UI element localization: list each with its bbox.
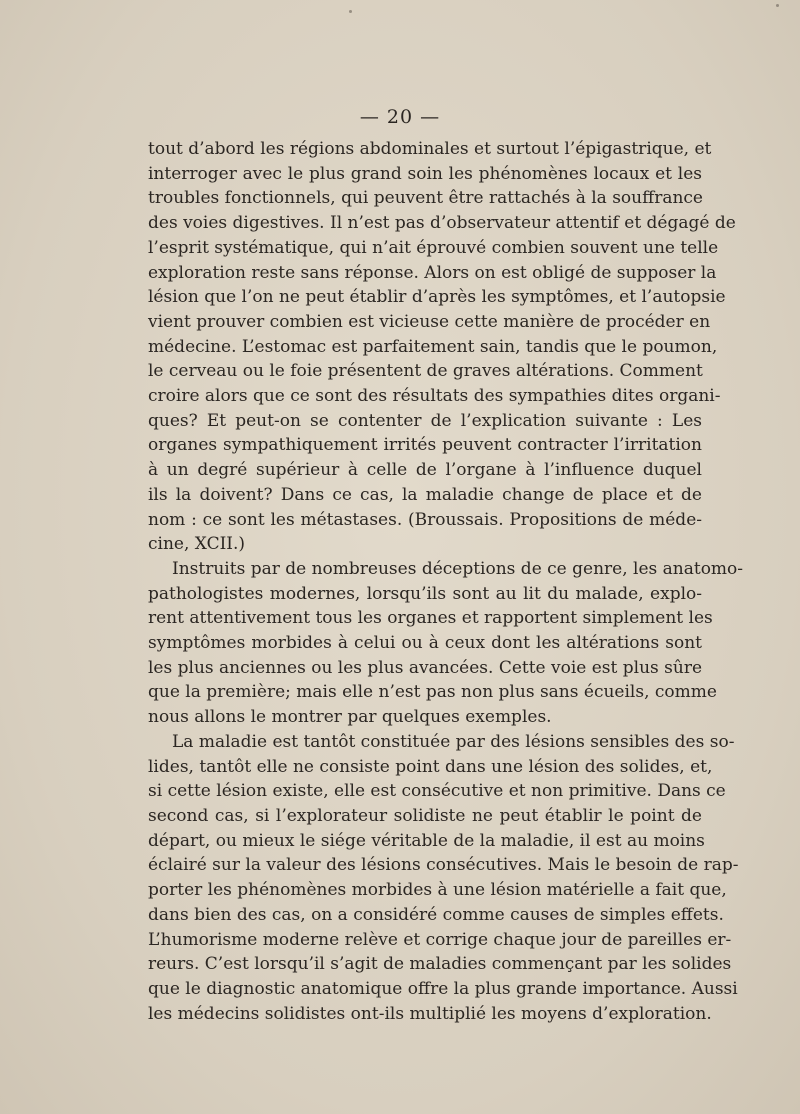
text-line: organes sympathiquement irrités peuvent contracter l’irritation xyxy=(148,435,702,456)
text-line: départ, ou mieux le siége véritable de la maladie, il est au moins xyxy=(148,830,705,851)
text-line: L’humorisme moderne relève et corrige chaque jour de pareilles er- xyxy=(148,929,732,950)
text-line: tout d’abord les régions abdominales et surtout l’épigastrique, et xyxy=(148,139,712,159)
text-line: porter les phénomènes morbides à une lésion matérielle a fait que, xyxy=(148,880,727,901)
text-line: La maladie est tantôt constituée par des lésions sensibles des so- xyxy=(172,731,735,752)
text-line: croire alors que ce sont des résultats des sympathies dites organi- xyxy=(148,386,721,407)
paragraph xyxy=(148,557,744,730)
text-line: pathologistes modernes, lorsqu’ils sont au lit du malade, explo- xyxy=(148,583,702,604)
text-line: l’esprit systématique, qui n’ait éprouvé combien souvent une telle xyxy=(148,237,719,258)
text-line: interroger avec le plus grand soin les phénomènes locaux et les xyxy=(148,163,702,184)
text-line: Instruits par de nombreuses déceptions de ce genre, les anatomo- xyxy=(172,558,744,579)
text-line: dans bien des cas, on a considéré comme causes de simples effets. xyxy=(148,904,724,925)
text-line: lésion que l’on ne peut établir d’après les symptômes, et l’autopsie xyxy=(148,287,726,308)
text-line: médecine. L’estomac est parfaitement sain, tandis que le poumon, xyxy=(148,336,718,357)
text-line: cine, XCII.) xyxy=(148,534,246,555)
text-line: le cerveau ou le foie présentent de graves altérations. Comment xyxy=(148,361,703,382)
text-line: vient prouver combien est vicieuse cette manière de procéder en xyxy=(148,311,711,332)
text-line: que le diagnostic anatomique offre la plus grande importance. Aussi xyxy=(148,978,738,999)
paper-speck xyxy=(349,10,352,13)
text-line: second cas, si l’explorateur solidiste ne peut établir le point de xyxy=(148,805,702,826)
text-line: si cette lésion existe, elle est consécutive et non primitive. Dans ce xyxy=(148,781,726,802)
page-number: — 20 — xyxy=(359,106,441,128)
text-line: lides, tantôt elle ne consiste point dans une lésion des solides, et, xyxy=(148,756,713,777)
text-line: nom : ce sont les métastases. (Broussais. Propositions de méde- xyxy=(148,509,702,530)
text-line: reurs. C’est lorsqu’il s’agit de maladies commençant par les solides xyxy=(148,954,732,975)
text-line: éclairé sur la valeur des lésions consécutives. Mais le besoin de rap- xyxy=(148,855,739,876)
text-line: les plus anciennes ou les plus avancées. Cette voie est plus sûre xyxy=(148,657,703,678)
text-line: rent attentivement tous les organes et rapportent simplement les xyxy=(148,608,713,629)
paragraph xyxy=(148,137,736,557)
text-line: à un degré supérieur à celle de l’organe à l’influence duquel xyxy=(148,460,702,481)
text-line: troubles fonctionnels, qui peuvent être rattachés à la souffrance xyxy=(148,188,703,209)
paper-speck xyxy=(776,4,779,7)
text-line: symptômes morbides à celui ou à ceux dont les altérations sont xyxy=(148,633,702,654)
text-line: exploration reste sans réponse. Alors on est obligé de supposer la xyxy=(148,262,717,283)
text-line: nous allons le montrer par quelques exemples. xyxy=(148,707,552,728)
text-line: que la première; mais elle n’est pas non plus sans écueils, comme xyxy=(148,682,717,703)
body-text xyxy=(148,137,744,1026)
paragraph xyxy=(148,730,739,1026)
text-line: les médecins solidistes ont-ils multiplié les moyens d’exploration. xyxy=(148,1003,712,1024)
text-line: ques? Et peut-on se contenter de l’explication suivante : Les xyxy=(148,410,702,431)
text-line: ils la doivent? Dans ce cas, la maladie change de place et de xyxy=(148,484,702,505)
text-line: des voies digestives. Il n’est pas d’observateur attentif et dégagé de xyxy=(148,213,736,234)
